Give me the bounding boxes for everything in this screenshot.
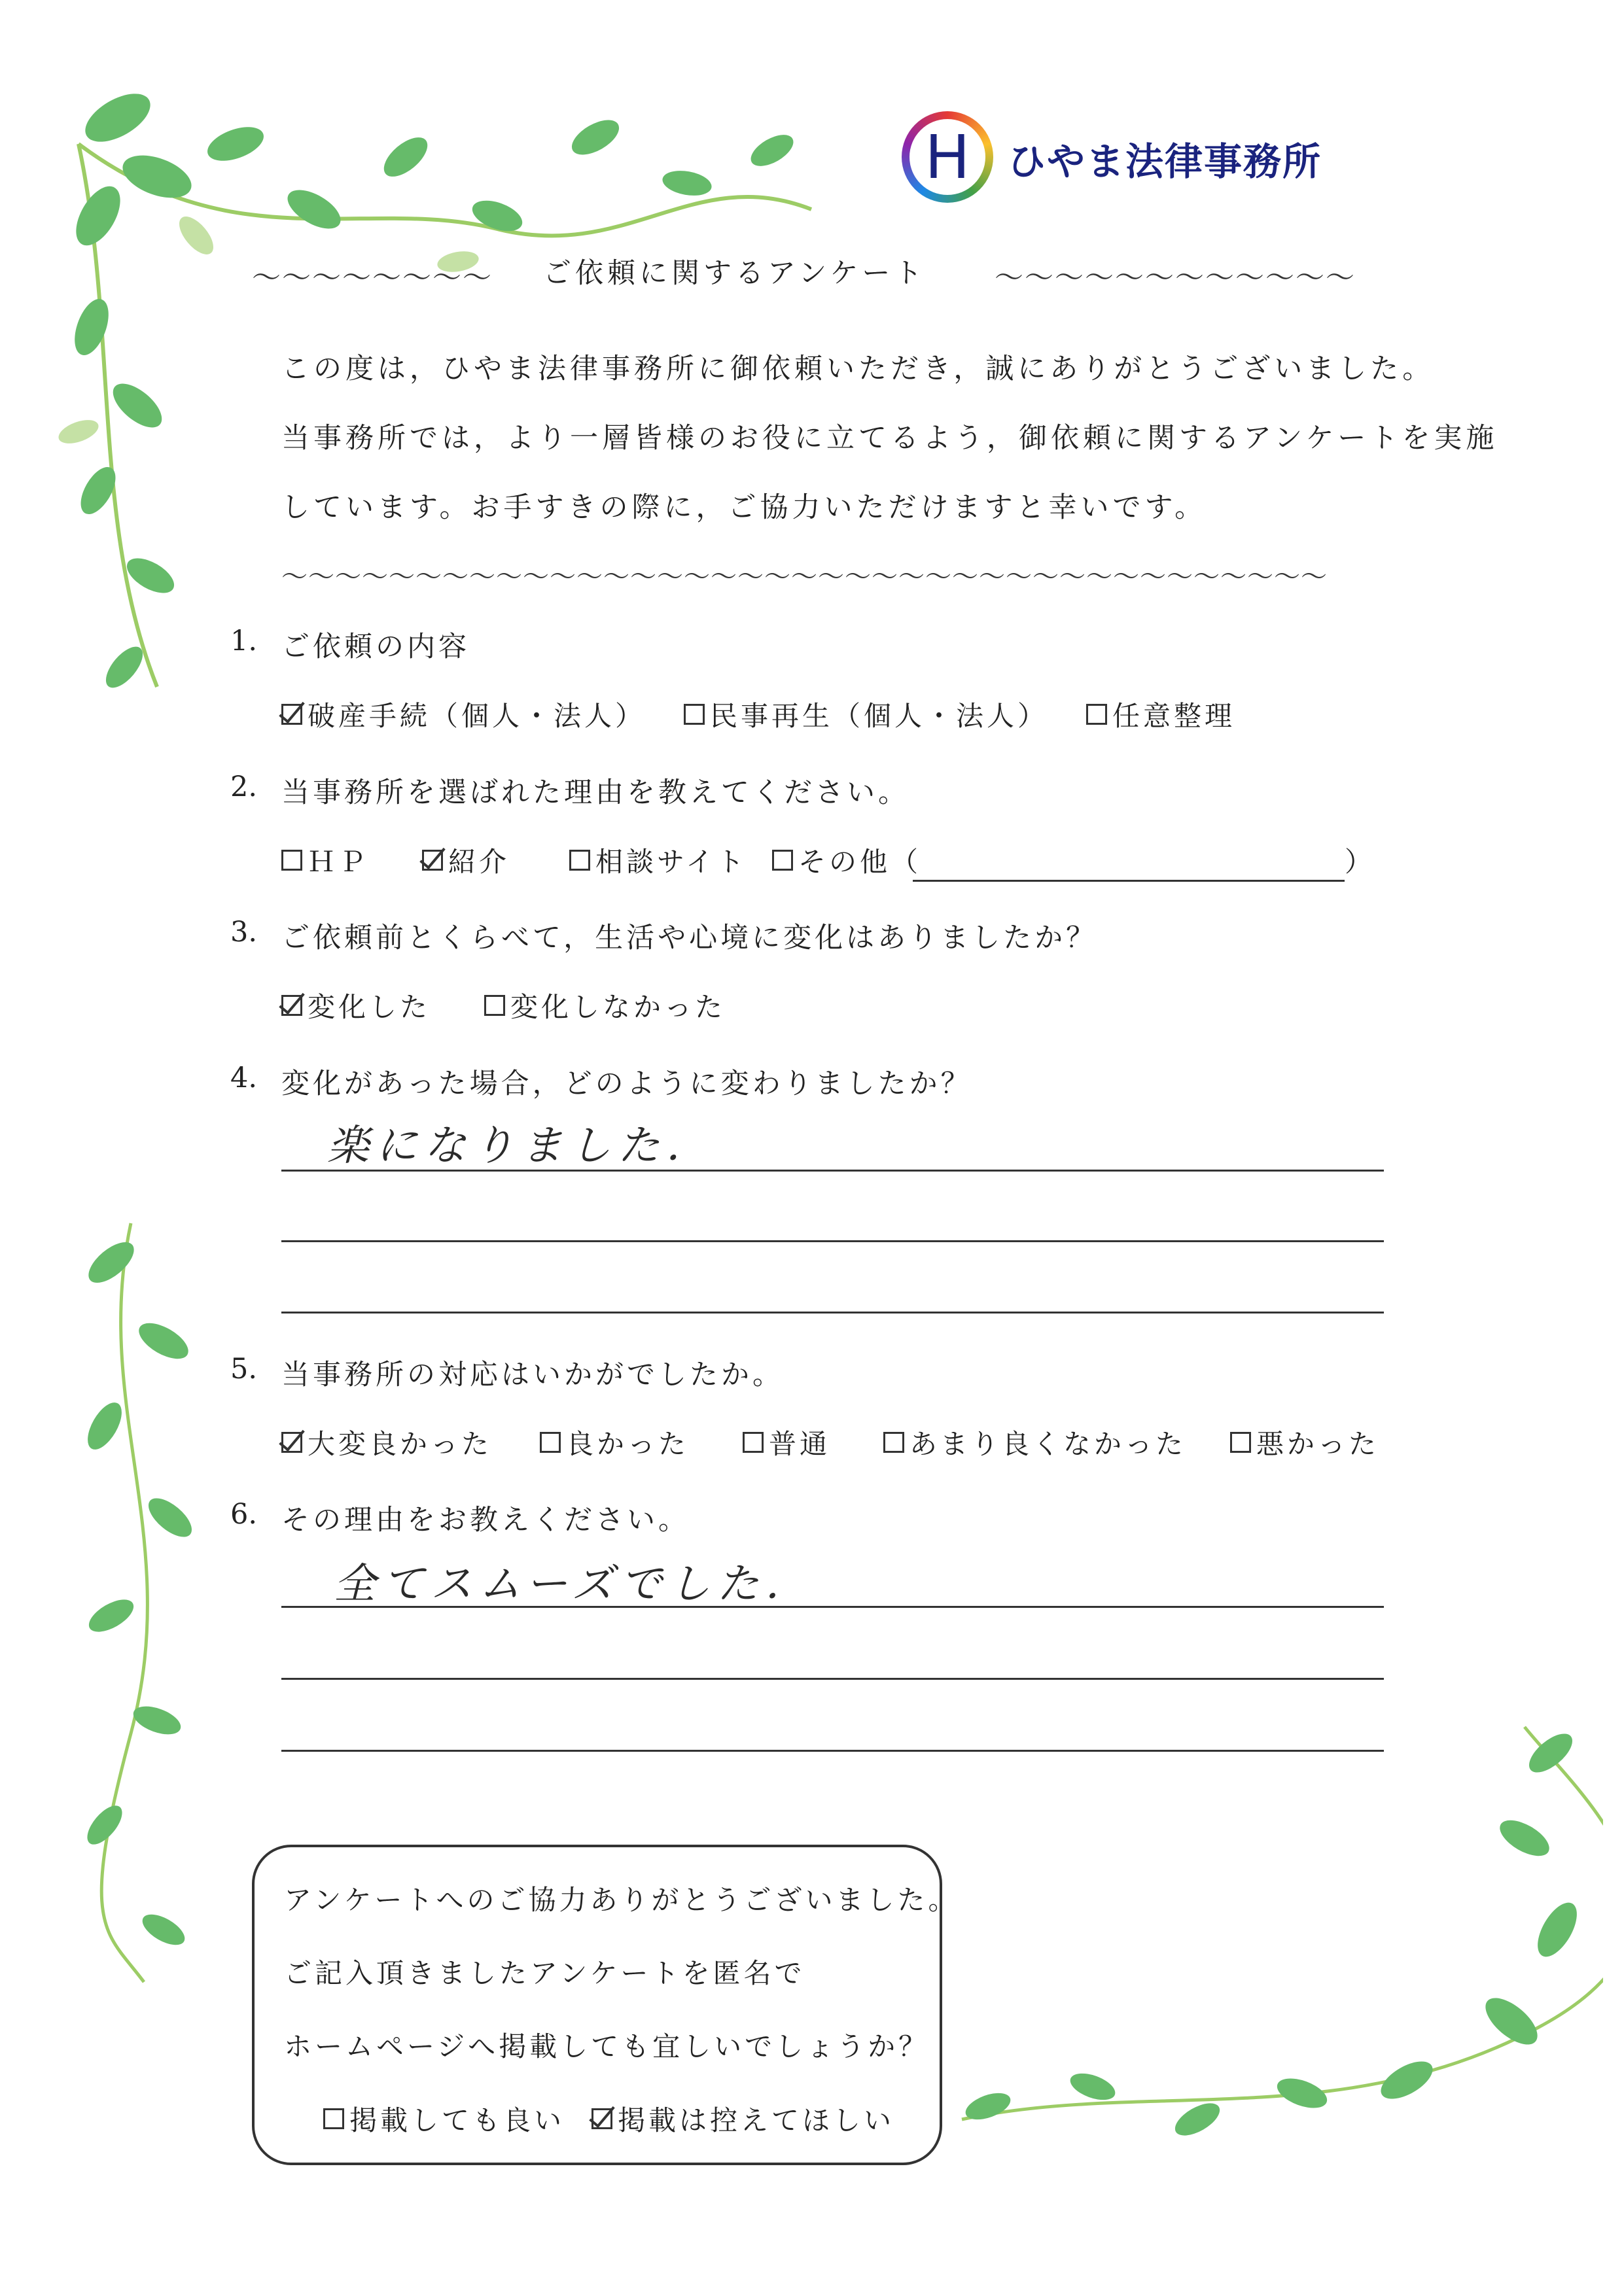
checkbox[interactable] <box>484 995 505 1016</box>
q5-option-bad[interactable]: 悪かった <box>1230 1423 1379 1462</box>
checkbox[interactable] <box>883 1432 904 1453</box>
checkbox[interactable] <box>684 704 705 725</box>
q5-option-very-good[interactable]: 大変良かった <box>281 1423 492 1462</box>
checkbox-checked[interactable] <box>422 850 443 871</box>
q4-answer-line-3 <box>281 1312 1384 1313</box>
q4-number: 4. <box>230 1062 258 1094</box>
consent-option-allow[interactable]: 掲載しても良い <box>323 2099 565 2138</box>
intro-divider: ～～～～～～～～～～～～～～～～～～～～～～～～～～～～～～～～～～～～～～～ <box>281 562 1328 592</box>
q6-answer-line-1 <box>281 1606 1384 1608</box>
checkbox[interactable] <box>1230 1432 1251 1453</box>
q4-handwritten-answer: 楽になりました． <box>327 1122 715 1170</box>
vine-decoration-top-left <box>39 65 857 720</box>
q6-answer-line-3 <box>281 1750 1384 1752</box>
note-line-2: ご記入頂きましたアンケートを匿名で <box>284 1957 805 1989</box>
q6-handwritten-answer: 全てスムーズでした． <box>334 1560 814 1609</box>
q2-close-paren: ） <box>1345 846 1376 878</box>
checkbox[interactable] <box>323 2108 344 2129</box>
survey-title: ご依頼に関するアンケート <box>543 257 927 290</box>
checkbox[interactable] <box>281 850 302 871</box>
firm-logo-mark <box>902 111 993 203</box>
q1-option-bankruptcy[interactable]: 破産手続（個人・法人） <box>281 695 646 734</box>
note-line-3: ホームページへ掲載しても宜しいでしょうか？ <box>284 2030 930 2062</box>
q5-text: 当事務所の対応はいかがでしたか。 <box>281 1359 784 1391</box>
q4-text: 変化があった場合，どのように変わりましたか？ <box>281 1068 972 1100</box>
checkbox[interactable] <box>1086 704 1107 725</box>
q6-number: 6. <box>230 1498 258 1531</box>
firm-name: ひやま法律事務所 <box>1008 139 1322 184</box>
title-wave-left: ～～～～～～～～ <box>252 261 493 294</box>
q2-text: 当事務所を選ばれた理由を教えてください。 <box>281 776 909 809</box>
q6-answer-line-2 <box>281 1678 1384 1680</box>
checkbox-checked[interactable] <box>281 1432 302 1453</box>
intro-line-1: この度は，ひやま法律事務所に御依頼いただき，誠にありがとうございました。 <box>281 353 1435 385</box>
checkbox[interactable] <box>540 1432 561 1453</box>
q5-option-normal[interactable]: 普通 <box>743 1423 830 1462</box>
checkbox-checked[interactable] <box>281 704 302 725</box>
q3-option-changed[interactable]: 変化した <box>281 986 431 1025</box>
q5-option-good[interactable]: 良かった <box>540 1423 689 1462</box>
vine-decoration-left-middle <box>52 1210 222 1995</box>
q1-option-voluntary[interactable]: 任意整理 <box>1086 695 1235 734</box>
publication-consent-box <box>252 1845 959 2165</box>
checkbox-checked[interactable] <box>591 2108 612 2129</box>
q3-number: 3. <box>230 916 258 948</box>
intro-line-2: 当事務所では，より一層皆様のお役に立てるよう，御依頼に関するアンケートを実施 <box>281 422 1498 455</box>
q4-answer-line-1 <box>281 1170 1384 1172</box>
title-wave-right: ～～～～～～～～～～～～ <box>995 261 1356 294</box>
q2-other-input-line[interactable] <box>913 880 1345 882</box>
intro-line-3: しています。お手すきの際に，ご協力いただけますと幸いです。 <box>281 491 1207 524</box>
q5-number: 5. <box>230 1353 258 1385</box>
q2-option-other[interactable]: その他（ <box>772 841 921 880</box>
q4-answer-line-2 <box>281 1240 1384 1242</box>
checkbox[interactable] <box>772 850 793 871</box>
q3-option-unchanged[interactable]: 変化しなかった <box>484 986 726 1025</box>
q2-option-site[interactable]: 相談サイト <box>569 841 747 880</box>
q1-number: 1. <box>230 625 258 657</box>
q2-option-hp[interactable]: ＨＰ <box>281 841 369 880</box>
q2-option-referral[interactable]: 紹介 <box>422 841 510 880</box>
checkbox-checked[interactable] <box>281 995 302 1016</box>
q5-option-not-good[interactable]: あまり良くなかった <box>883 1423 1186 1462</box>
q2-number: 2. <box>230 771 258 803</box>
q3-text: ご依頼前とくらべて，生活や心境に変化はありましたか？ <box>281 922 1098 954</box>
logo-letter: H <box>909 119 985 195</box>
note-line-1: アンケートへのご協力ありがとうございました。 <box>284 1884 959 1916</box>
vine-decoration-bottom-right <box>949 1714 1603 2172</box>
consent-option-decline[interactable]: 掲載は控えてほしい <box>591 2099 894 2138</box>
q1-option-civil-rehab[interactable]: 民事再生（個人・法人） <box>684 695 1048 734</box>
checkbox[interactable] <box>569 850 590 871</box>
checkbox[interactable] <box>743 1432 764 1453</box>
q6-text: その理由をお教えください。 <box>281 1504 690 1537</box>
q1-text: ご依頼の内容 <box>281 631 470 663</box>
